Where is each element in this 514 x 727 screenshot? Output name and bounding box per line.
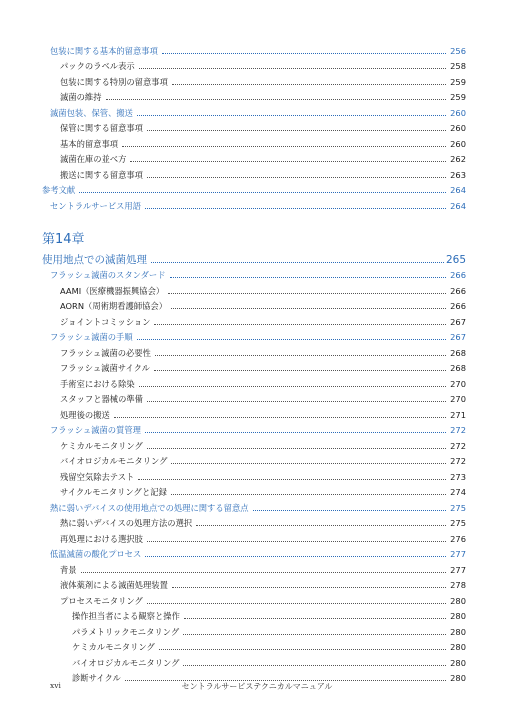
chapter-heading: 第14章: [42, 231, 85, 247]
dot-leader: [130, 161, 446, 162]
dot-leader: [139, 68, 446, 69]
toc-entry[interactable]: [42, 637, 466, 653]
toc-entry-page-number: 263: [450, 169, 466, 180]
toc-entry-page-number: 271: [450, 409, 466, 420]
dot-leader: [147, 177, 446, 178]
dot-leader: [137, 339, 446, 340]
toc-entry-page-number: 260: [450, 123, 466, 133]
toc-entry-page-number: 268: [450, 347, 466, 358]
toc-entry[interactable]: [42, 451, 466, 467]
toc-entry-label: 基本的留意事項: [60, 138, 119, 149]
chapter-title-entry[interactable]: [42, 248, 466, 265]
toc-entry-page-number: 280: [450, 657, 466, 668]
toc-entry[interactable]: [42, 102, 466, 118]
toc-entry-label: 再処理における選択肢: [60, 533, 143, 544]
toc-entry-page-number: 266: [450, 270, 466, 280]
toc-entry-label: バイオロジカルモニタリング: [72, 657, 180, 668]
toc-entry-page-number: 268: [450, 363, 466, 373]
toc-entry-page-number: 270: [450, 378, 466, 389]
toc-entry-label: プロセスモニタリング: [60, 595, 143, 606]
toc-entry-page-number: 256: [450, 45, 466, 56]
footer-book-title: セントラルサービステクニカルマニュアル: [181, 682, 333, 691]
toc-entry-label: バイオロジカルモニタリング: [60, 456, 168, 466]
toc-entry-page-number: 275: [450, 502, 466, 513]
dot-leader: [114, 417, 446, 418]
toc-entry-page-number: 273: [450, 471, 466, 482]
toc-entry[interactable]: [42, 404, 466, 420]
toc-entry-label: ケミカルモニタリング: [72, 642, 155, 652]
toc-entry-label: 残留空気除去テスト: [60, 471, 135, 482]
toc-section-previous-chapter: [42, 40, 466, 211]
toc-entry[interactable]: [42, 590, 466, 606]
toc-entry[interactable]: [42, 482, 466, 498]
toc-entry-page-number: 278: [450, 580, 466, 590]
toc-entry-label: 処理後の搬送: [60, 409, 110, 420]
page-footer: [0, 681, 514, 695]
toc-entry-label: パックのラベル表示: [60, 61, 135, 71]
dot-leader: [171, 308, 446, 309]
toc-entry-label: 背景: [60, 564, 77, 575]
chapter-page-number: 265: [445, 253, 466, 266]
toc-entry-page-number: 272: [450, 440, 466, 451]
dot-leader: [138, 479, 446, 480]
toc-entry-label: 参考文献: [42, 185, 76, 195]
toc-entry[interactable]: [42, 280, 466, 296]
toc-entry-page-number: 264: [450, 200, 466, 211]
toc-entry-page-number: 267: [450, 316, 466, 327]
toc-entry-page-number: 272: [450, 456, 466, 466]
dot-leader: [168, 293, 446, 294]
toc-entry-page-number: 270: [450, 394, 466, 404]
toc-entry[interactable]: [42, 56, 466, 72]
toc-entry[interactable]: [42, 559, 466, 575]
toc-entry-page-number: 259: [450, 92, 466, 102]
toc-entry-label: フラッシュ滅菌の質管理: [50, 425, 141, 435]
toc-entry[interactable]: [42, 164, 466, 180]
toc-entry[interactable]: [42, 118, 466, 134]
dot-leader: [162, 53, 446, 54]
footer-page-number: xvi: [50, 681, 61, 690]
dot-leader: [170, 277, 447, 278]
toc-entry[interactable]: [42, 87, 466, 103]
toc-entry-page-number: 280: [450, 595, 466, 606]
dot-leader: [81, 572, 446, 573]
toc-entry-page-number: 264: [450, 185, 466, 195]
dot-leader: [139, 386, 446, 387]
chapter-title: 使用地点での滅菌処理: [42, 253, 147, 266]
toc-entry[interactable]: [42, 513, 466, 529]
toc-entry[interactable]: [42, 358, 466, 374]
toc-entry-label: サイクルモニタリングと記録: [60, 487, 167, 497]
toc-entry[interactable]: [42, 652, 466, 668]
toc-entry-label: スタッフと器械の準備: [60, 394, 143, 404]
dot-leader: [154, 370, 446, 371]
toc-entry-page-number: 280: [450, 642, 466, 652]
toc-entry-page-number: 260: [450, 107, 466, 118]
toc-entry-page-number: 276: [450, 533, 466, 544]
toc-entry-label: 滅菌の維持: [60, 92, 102, 102]
dot-leader: [172, 587, 446, 588]
dot-leader: [253, 510, 446, 511]
toc-entry-page-number: 266: [450, 285, 466, 296]
toc-entry[interactable]: [42, 435, 466, 451]
toc-entry-page-number: 272: [450, 425, 466, 435]
toc-entry-label: フラッシュ滅菌のスタンダード: [50, 270, 166, 280]
dot-leader: [183, 665, 446, 666]
toc-entry[interactable]: [42, 342, 466, 358]
toc-entry[interactable]: [42, 265, 466, 281]
dot-leader: [184, 618, 446, 619]
toc-entry-label: フラッシュ滅菌の必要性: [60, 347, 151, 358]
toc-entry-label: 熱に弱いデバイスの処理方法の選択: [60, 518, 193, 528]
toc-entry[interactable]: [42, 544, 466, 560]
toc-entry-page-number: 267: [450, 332, 466, 342]
toc-entry[interactable]: [42, 40, 466, 56]
toc-entry-label: 滅菌包装、保管、搬送: [50, 107, 133, 118]
toc-entry-page-number: 260: [450, 138, 466, 149]
toc-entry-page-number: 262: [450, 154, 466, 164]
toc-entry[interactable]: [42, 466, 466, 482]
toc-entry-label: セントラルサービス用語: [50, 200, 142, 211]
toc-entry[interactable]: [42, 133, 466, 149]
dot-leader: [106, 99, 447, 100]
toc-entry-label: 低温滅菌の酸化プロセス: [50, 549, 142, 559]
toc-entry-label: 滅菌在庫の並べ方: [60, 154, 127, 164]
toc-entry-label: 包装に関する特別の留意事項: [60, 76, 168, 87]
toc-entry[interactable]: [42, 327, 466, 343]
dot-leader: [147, 130, 446, 131]
toc-entry[interactable]: [42, 311, 466, 327]
toc-entry-page-number: 274: [450, 487, 466, 497]
toc-entry-label: 保管に関する留意事項: [60, 123, 143, 133]
toc-entry-label: 包装に関する基本的留意事項: [50, 45, 158, 56]
toc-entry-label: 診断サイクル: [72, 673, 121, 683]
toc-entry[interactable]: [42, 606, 466, 622]
toc-entry-label: ケミカルモニタリング: [60, 440, 143, 451]
dot-leader: [183, 634, 446, 635]
dot-leader: [147, 603, 446, 604]
toc-entry[interactable]: [42, 180, 466, 196]
dot-leader: [145, 556, 446, 557]
toc-entry-label: 液体薬剤による滅菌処理装置: [60, 580, 168, 590]
toc-entry[interactable]: [42, 420, 466, 436]
toc-entry-page-number: 280: [450, 626, 466, 637]
toc-entry[interactable]: [42, 575, 466, 591]
toc-entry-page-number: 277: [450, 549, 466, 559]
toc-entry-label: フラッシュ滅菌の手順: [50, 332, 133, 342]
toc-entry[interactable]: [42, 195, 466, 211]
toc-entry-label: フラッシュ滅菌サイクル: [60, 363, 150, 373]
dot-leader: [154, 324, 446, 325]
toc-entry-page-number: 280: [450, 611, 466, 621]
toc-entry-label: パラメトリックモニタリング: [72, 626, 180, 637]
dot-leader: [147, 401, 446, 402]
toc-entry-page-number: 280: [450, 673, 466, 683]
toc-entry-page-number: 275: [450, 518, 466, 528]
dot-leader: [172, 84, 446, 85]
toc-entry[interactable]: [42, 528, 466, 544]
dot-leader: [147, 448, 446, 449]
dot-leader: [137, 115, 446, 116]
dot-leader: [151, 262, 444, 263]
toc-entry-label: AORN（周術期看護師協会）: [60, 301, 168, 311]
dot-leader: [171, 494, 446, 495]
dot-leader: [155, 355, 446, 356]
toc-entry-page-number: 266: [450, 301, 466, 311]
toc-entry[interactable]: [42, 373, 466, 389]
toc-entry-label: AAMI（医療機器振興協会）: [60, 285, 165, 296]
dot-leader: [159, 649, 446, 650]
toc-entry-label: 手術室における除染: [60, 378, 135, 389]
toc-entry-page-number: 258: [450, 61, 466, 71]
dot-leader: [196, 525, 446, 526]
dot-leader: [145, 208, 446, 209]
dot-leader: [122, 146, 446, 147]
toc-entry-page-number: 259: [450, 76, 466, 87]
toc-section-chapter-14: [42, 265, 466, 684]
table-of-contents: [42, 40, 466, 683]
dot-leader: [171, 463, 446, 464]
toc-entry-label: 搬送に関する留意事項: [60, 169, 143, 180]
toc-entry-label: ジョイントコミッション: [60, 316, 151, 327]
toc-entry[interactable]: [42, 149, 466, 165]
toc-entry[interactable]: [42, 497, 466, 513]
toc-entry-label: 操作担当者による観察と操作: [72, 611, 180, 621]
toc-entry[interactable]: [42, 296, 466, 312]
toc-entry[interactable]: [42, 621, 466, 637]
toc-entry[interactable]: [42, 71, 466, 87]
toc-entry-label: 熱に弱いデバイスの使用地点での処理に関する留意点: [50, 502, 249, 513]
dot-leader: [147, 541, 446, 542]
toc-entry[interactable]: [42, 389, 466, 405]
toc-entry-page-number: 277: [450, 564, 466, 575]
dot-leader: [79, 192, 446, 193]
dot-leader: [145, 432, 446, 433]
